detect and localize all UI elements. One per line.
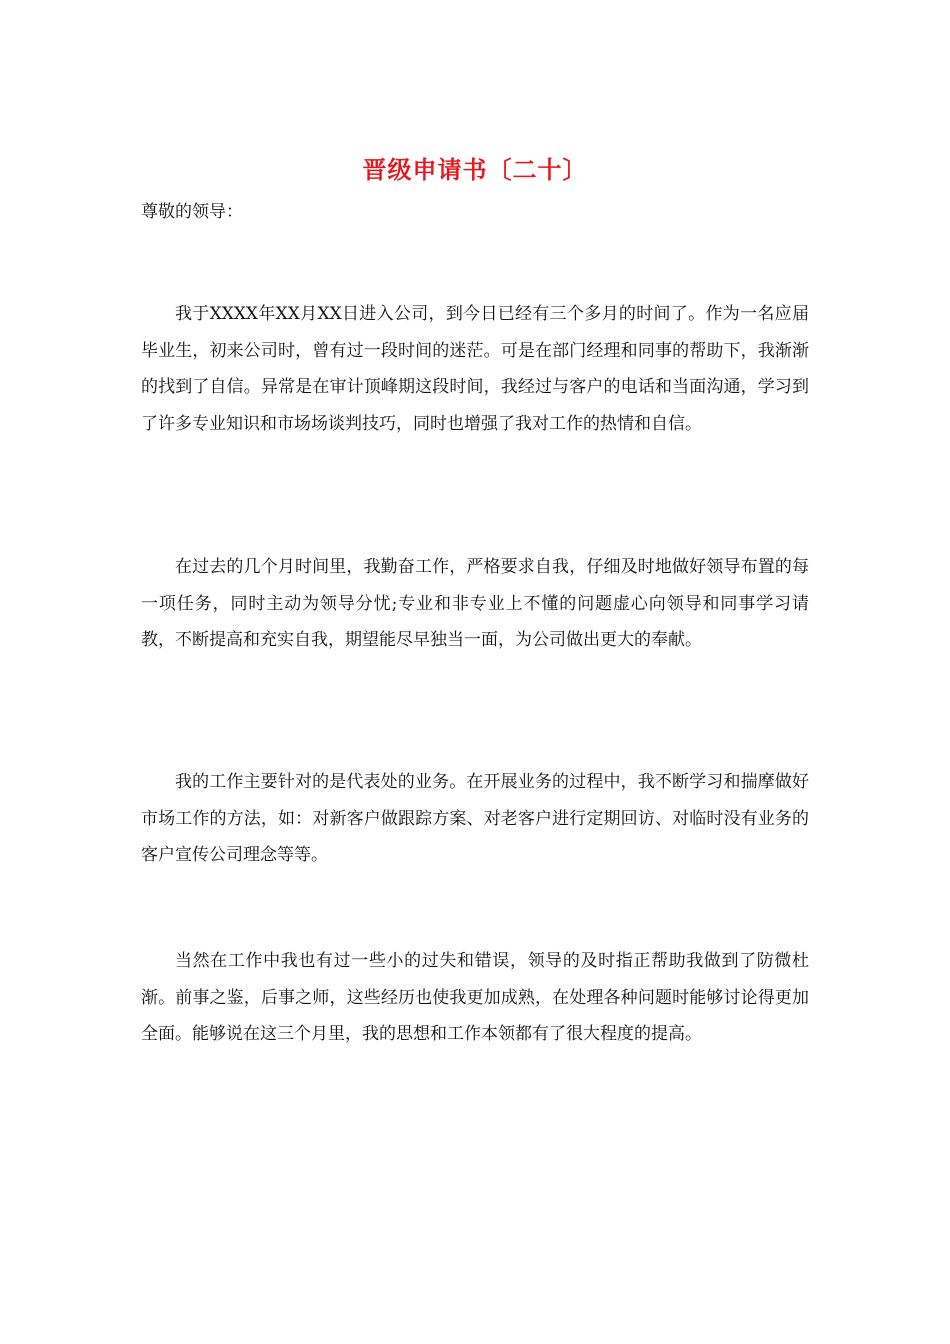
paragraph-4: 当然在工作中我也有过一些小的过失和错误，领导的及时指正帮助我做到了防微杜渐。前事之鉴，后事之师，这些经历也使我更加成熟，在处理各种问题时能够讨论得更加全面。能够说在这三个月里，我的思想和工作本领都有了很大程度的提高。 xyxy=(141,951,809,1044)
paragraph-3: 我的工作主要针对的是代表处的业务。在开展业务的过程中，我不断学习和揣摩做好市场工作的方法，如：对新客户做跟踪方案、对老客户进行定期回访、对临时没有业务的客户宣传公司理念等等。 xyxy=(141,772,809,865)
paragraph-2: 在过去的几个月时间里，我勤奋工作，严格要求自我，仔细及时地做好领导布置的每一项任务，同时主动为领导分忧;专业和非专业上不懂的问题虚心向领导和同事学习请教，不断提高和充实自我，期望能尽早独当一面，为公司做出更大的奉献。 xyxy=(141,557,809,650)
document-title: 晋级申请书〔二十〕 xyxy=(362,155,588,184)
salutation: 尊敬的领导： xyxy=(141,202,243,222)
paragraph-1: 我于XXXX年XX月XX日进入公司，到今日已经有三个多月的时间了。作为一名应届毕业生，初来公司时，曾有过一段时间的迷茫。可是在部门经理和同事的帮助下，我渐渐的找到了自信。异常是在审计顶峰期这段时间，我经过与客户的电话和当面沟通，学习到了许多专业知识和市场场谈判技巧，同时也增强了我对工作的热情和自信。 xyxy=(141,304,809,434)
